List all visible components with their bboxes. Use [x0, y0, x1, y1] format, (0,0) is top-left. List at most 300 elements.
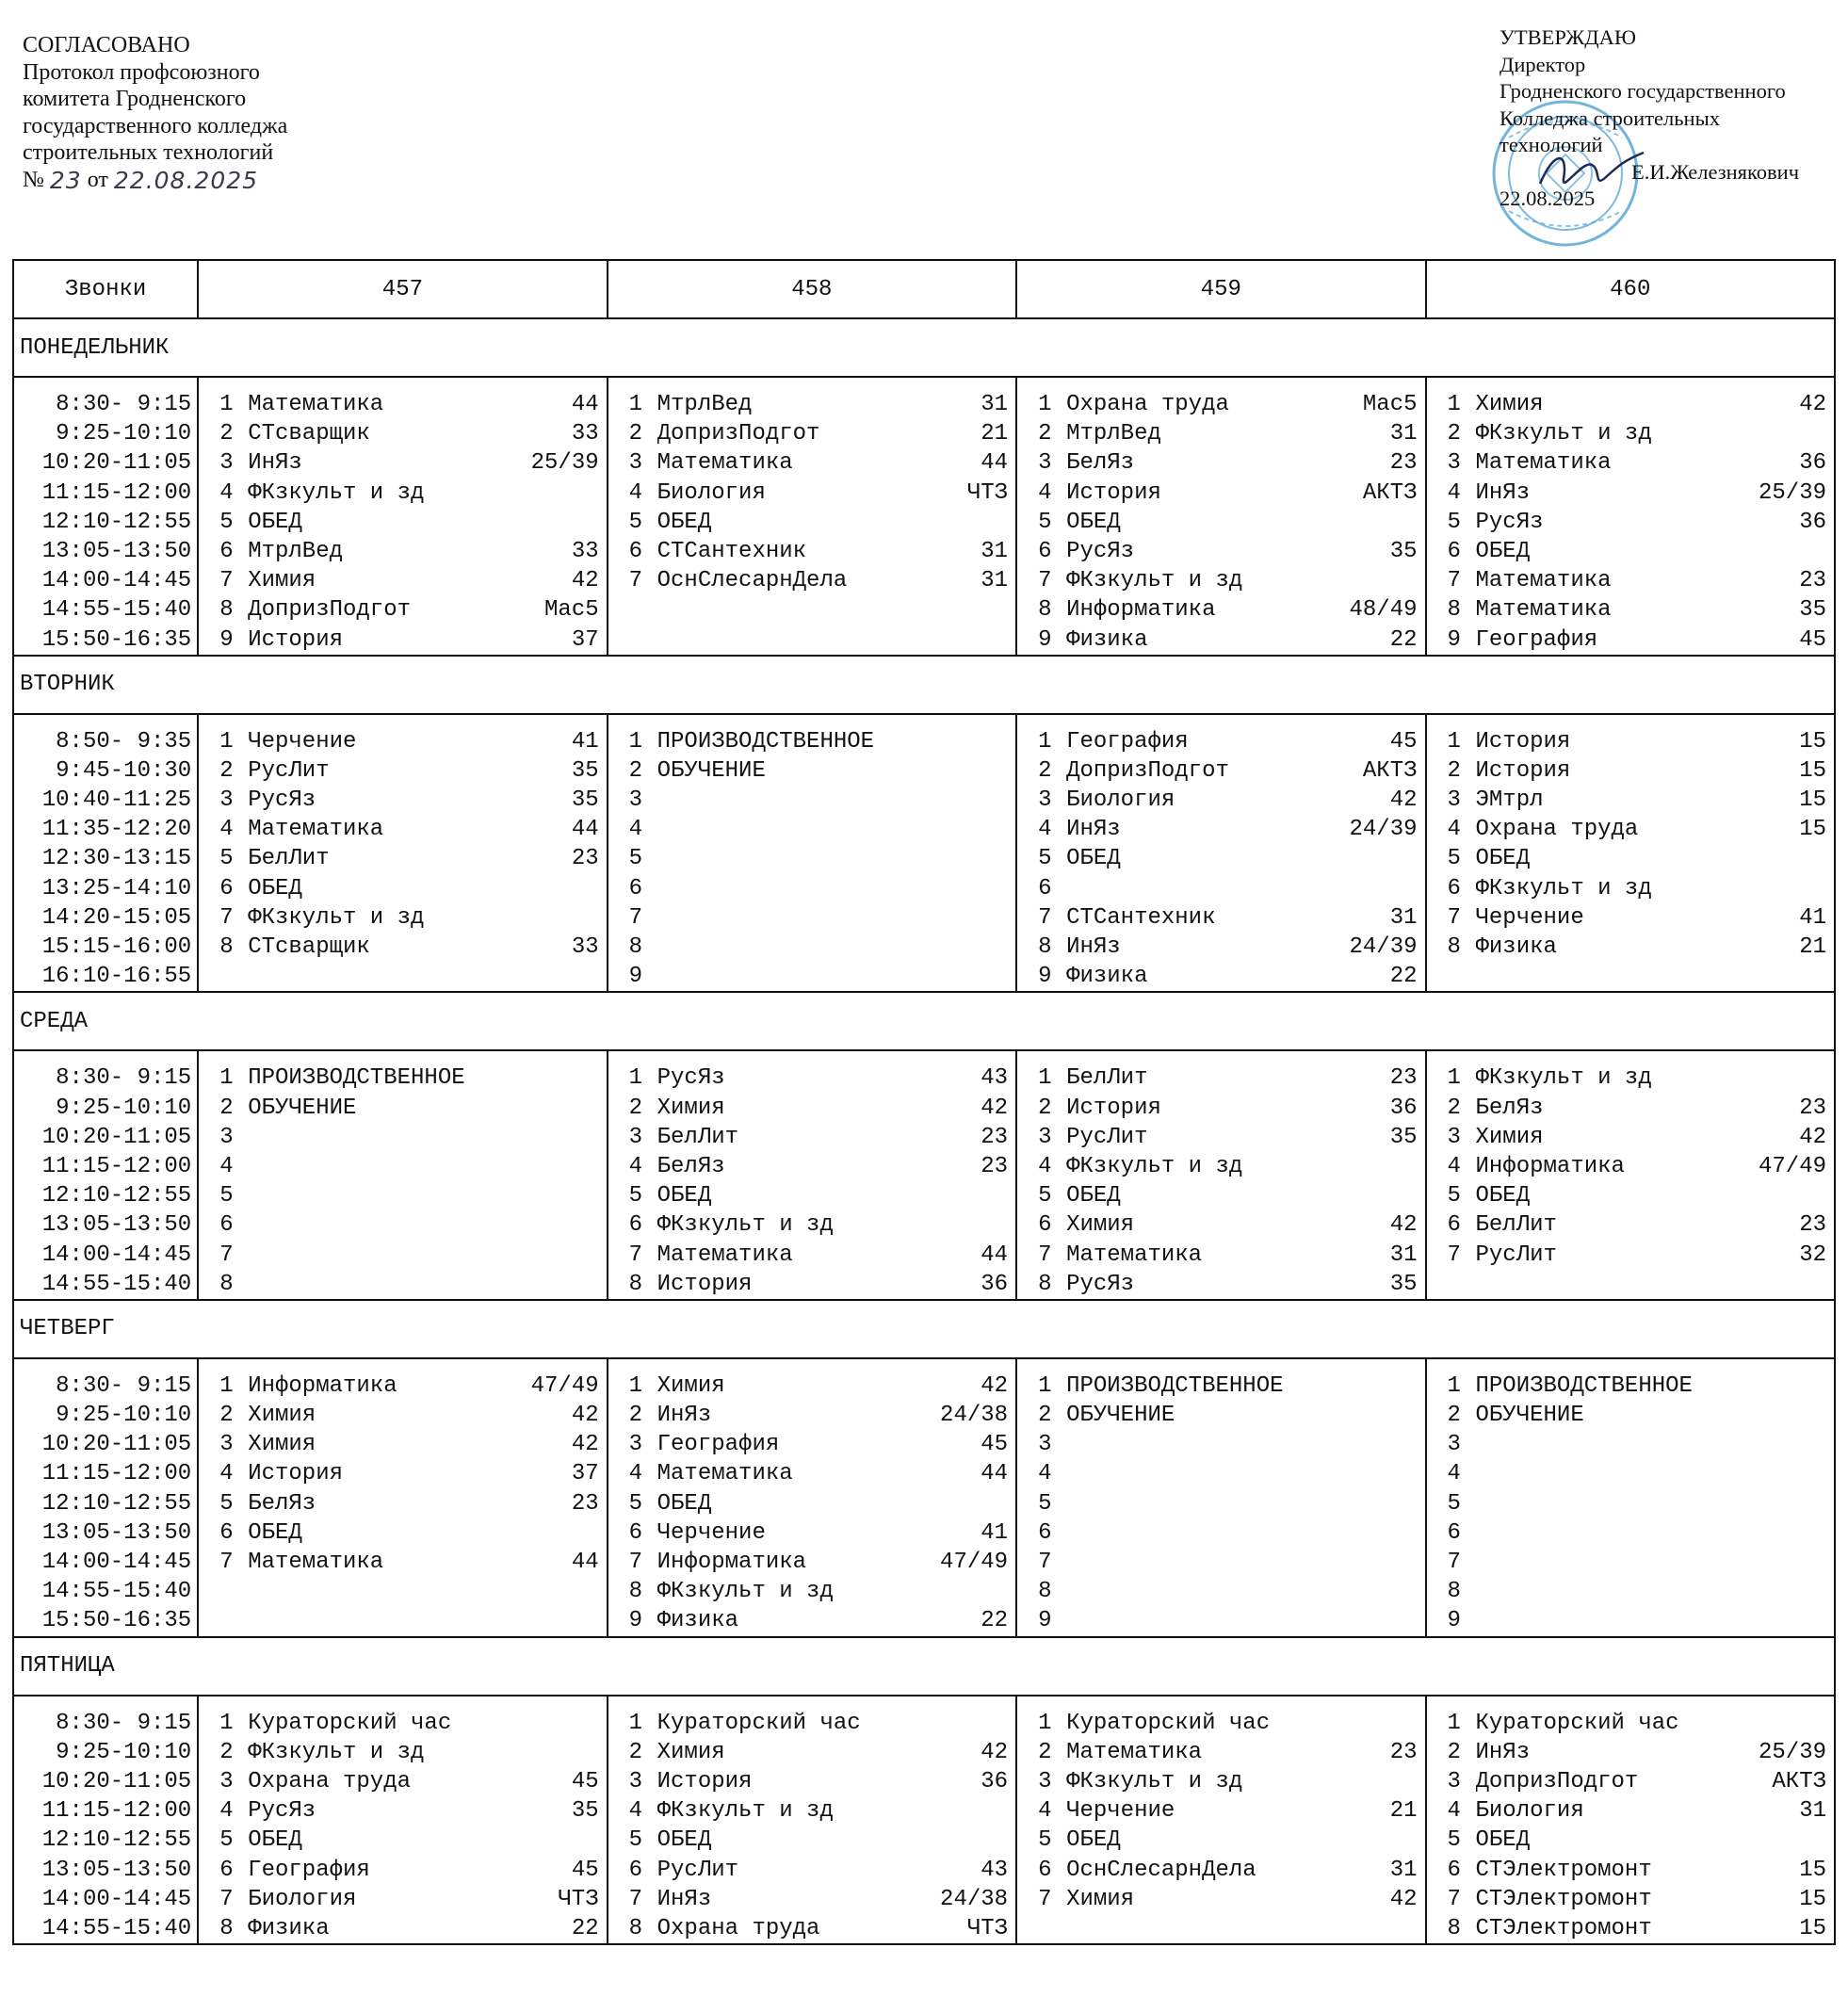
group-lessons-cell: [1016, 377, 1425, 656]
lesson-number: 1: [1447, 1065, 1461, 1092]
lesson-number: 3: [219, 787, 234, 814]
bell-time: 14:00-14:45: [41, 568, 192, 594]
protocol-date: 22.08.2025: [113, 166, 259, 194]
lesson-line: [1427, 479, 1835, 508]
group-lessons-cell: [1426, 1050, 1836, 1300]
lesson-number: 9: [628, 964, 643, 990]
lesson-number: 6: [628, 875, 643, 901]
lesson-line: [199, 1270, 606, 1299]
lesson-room: 15: [1799, 1915, 1826, 1941]
lesson-line: [199, 1063, 606, 1093]
lesson-line: [199, 1796, 606, 1826]
approval-block-left: [23, 32, 418, 194]
lesson-subject: Химия: [1066, 1886, 1135, 1912]
group-lessons-cell: [608, 714, 1016, 993]
group-lessons-cell: [608, 1696, 1016, 1945]
lesson-number: 7: [219, 1550, 234, 1575]
lesson-number: 5: [1038, 1490, 1052, 1517]
lesson-room: 42: [981, 1095, 1009, 1121]
bell-time: 14:00-14:45: [41, 1550, 192, 1575]
lesson-room: 22: [571, 1915, 599, 1941]
approval-right-line: технологий: [1499, 133, 1603, 156]
lesson-subject: ФКзкульт и зд: [657, 1798, 834, 1825]
lesson-line: [1017, 933, 1424, 962]
lesson-subject: Биология: [1066, 787, 1175, 814]
lesson-line: [608, 1241, 1015, 1270]
lesson-line: [608, 1885, 1015, 1914]
lesson-line: [1427, 815, 1835, 844]
lesson-room: 23: [981, 1124, 1009, 1150]
lesson-subject: РусЯз: [248, 787, 316, 814]
lesson-line: [1017, 448, 1424, 478]
lesson-number: 4: [1447, 479, 1461, 506]
lesson-line: [608, 419, 1015, 448]
lesson-number: 6: [1447, 1857, 1461, 1883]
group-lessons-cell: [608, 1050, 1016, 1300]
lesson-line: [1427, 1548, 1835, 1577]
lesson-subject: Математика: [248, 1550, 384, 1575]
lesson-subject: Физика: [1066, 964, 1148, 990]
lesson-line: [1427, 1577, 1835, 1606]
lesson-room: 31: [1389, 904, 1418, 931]
lesson-number: 7: [219, 1886, 234, 1912]
approval-left-title: СОГЛАСОВАНО: [23, 33, 190, 57]
lesson-room: 23: [1799, 1095, 1826, 1121]
lesson-subject: Математика: [657, 1242, 793, 1268]
lesson-number: 2: [219, 1739, 234, 1765]
bell-time: 11:15-12:00: [41, 1461, 192, 1487]
lesson-number: 2: [628, 757, 643, 784]
bell-time: 8:50- 9:35: [41, 728, 192, 755]
lesson-subject: ОБЕД: [1475, 1183, 1531, 1209]
lesson-subject: Информатика: [1475, 1153, 1625, 1179]
bell-time: 15:50-16:35: [41, 1608, 192, 1634]
lesson-room: 45: [981, 1432, 1009, 1458]
lesson-line: [199, 1489, 606, 1518]
lesson-subject: [657, 933, 1008, 962]
lesson-number: 1: [628, 1710, 643, 1736]
lesson-room: 31: [981, 538, 1009, 564]
lesson-line: [199, 537, 606, 566]
lesson-room: 23: [1799, 568, 1826, 594]
lesson-number: 7: [628, 904, 643, 931]
lesson-line: [199, 1401, 606, 1430]
lesson-room: 42: [571, 1403, 599, 1429]
lesson-line: [1017, 1548, 1424, 1577]
lesson-number: 6: [219, 1519, 234, 1546]
lesson-line: [199, 756, 606, 786]
group-lessons-cell: [198, 714, 607, 993]
lesson-subject: [248, 1152, 598, 1181]
lessons-row: [13, 1050, 1835, 1300]
lesson-subject: Информатика: [1066, 597, 1216, 624]
lesson-number: 2: [1038, 1739, 1052, 1765]
lesson-line: [1017, 1885, 1424, 1914]
lesson-line: [199, 903, 606, 933]
lesson-number: 5: [1447, 509, 1461, 535]
lesson-subject: ФКзкульт и зд: [657, 1212, 834, 1239]
lesson-number: 7: [1447, 1242, 1461, 1268]
lesson-number: 2: [628, 1739, 643, 1765]
lesson-room: 44: [571, 1550, 599, 1575]
lesson-room: АКТЗ: [1772, 1768, 1826, 1794]
lesson-subject: ОБЕД: [1475, 846, 1531, 872]
lesson-subject: ПРОИЗВОДСТВЕННОЕ: [248, 1065, 465, 1092]
lesson-subject: РусЛит: [657, 1857, 739, 1883]
lesson-subject: ДопризПодгот: [1066, 757, 1229, 784]
lesson-number: 1: [219, 1372, 234, 1399]
group-lessons-cell: [1016, 1696, 1425, 1945]
lesson-subject: Черчение: [248, 728, 357, 755]
lesson-number: 7: [219, 568, 234, 594]
lesson-subject: Химия: [248, 568, 316, 594]
lesson-subject: СТЭлектромонт: [1475, 1886, 1652, 1912]
lesson-number: 3: [1447, 787, 1461, 814]
lesson-subject: [657, 844, 1008, 873]
lesson-number: 4: [219, 817, 234, 843]
day-name: ВТОРНИК: [13, 656, 1835, 714]
lesson-line: [1427, 1372, 1835, 1401]
lesson-subject: Охрана труда: [1066, 392, 1229, 417]
lesson-line: [1017, 874, 1424, 903]
lessons-row: [13, 1358, 1835, 1637]
lesson-subject: Математика: [1066, 1739, 1203, 1765]
lesson-line: [199, 1738, 606, 1767]
lesson-subject: [657, 903, 1008, 933]
lesson-number: 7: [628, 1550, 643, 1575]
lesson-number: 1: [1038, 1065, 1052, 1092]
lesson-line: [199, 1885, 606, 1914]
approval-right-line: Колледжа строительных: [1499, 106, 1720, 130]
lesson-line: [608, 1430, 1015, 1459]
lesson-number: 8: [219, 934, 234, 960]
lesson-line: [199, 508, 606, 537]
lesson-line: [1017, 727, 1424, 756]
lesson-subject: ФКзкульт и зд: [657, 1579, 834, 1605]
lesson-line: [1017, 1856, 1424, 1885]
lesson-room: 36: [981, 1271, 1009, 1297]
lesson-line: [1017, 1063, 1424, 1093]
lesson-number: 1: [219, 1065, 234, 1092]
lesson-number: 7: [1447, 568, 1461, 594]
lesson-line: [608, 1709, 1015, 1738]
approval-left-line: Протокол профсоюзного: [23, 59, 260, 85]
lesson-number: 6: [1038, 1212, 1052, 1239]
lesson-room: 31: [1389, 1857, 1418, 1883]
lesson-subject: ФКзкульт и зд: [248, 479, 425, 506]
lesson-room: 47/49: [1758, 1153, 1826, 1179]
lesson-number: 7: [1447, 1550, 1461, 1575]
lesson-line: [1017, 1767, 1424, 1796]
lesson-subject: [248, 1123, 598, 1152]
lesson-room: АКТЗ: [1362, 757, 1418, 784]
lesson-number: 6: [628, 1212, 643, 1239]
lesson-subject: ЭМтрл: [1475, 787, 1544, 814]
bell-time: 9:45-10:30: [41, 757, 192, 784]
lesson-room: 35: [571, 1798, 599, 1825]
lesson-number: 7: [1038, 568, 1052, 594]
lesson-number: 8: [1038, 1271, 1052, 1297]
lesson-subject: Физика: [248, 1915, 330, 1941]
lesson-room: 22: [1389, 626, 1418, 653]
lesson-number: 8: [1038, 597, 1052, 624]
lesson-room: Мас5: [1362, 392, 1418, 417]
lesson-number: 6: [219, 1857, 234, 1883]
bell-time: 12:10-12:55: [41, 1183, 192, 1209]
lesson-subject: ОБЕД: [248, 1519, 302, 1546]
lesson-subject: БелЯз: [657, 1153, 725, 1179]
lesson-room: 23: [571, 846, 599, 872]
lesson-number: 3: [1038, 1124, 1052, 1150]
lesson-line: [1017, 1401, 1424, 1430]
lesson-line: [199, 566, 606, 595]
bell-time: 14:55-15:40: [41, 1579, 192, 1605]
lesson-number: 1: [1038, 1372, 1052, 1399]
lesson-line: [1427, 1606, 1835, 1635]
lesson-room: 42: [571, 1432, 599, 1458]
lessons-row: [13, 1696, 1835, 1945]
lesson-subject: ОБУЧЕНИЕ: [1475, 1403, 1584, 1429]
lesson-room: 47/49: [530, 1372, 599, 1399]
lesson-room: ЧТЗ: [966, 479, 1009, 506]
bell-time: 13:25-14:10: [41, 875, 192, 901]
lesson-number: 3: [628, 1432, 643, 1458]
lesson-number: 5: [628, 846, 643, 872]
lesson-room: ЧТЗ: [966, 1915, 1009, 1941]
lesson-room: 24/39: [1349, 934, 1418, 960]
lesson-line: [199, 874, 606, 903]
lesson-subject: БелЯз: [1066, 450, 1135, 477]
lesson-subject: ОБЕД: [1066, 1183, 1121, 1209]
lesson-line: [608, 844, 1015, 873]
lesson-line: [608, 448, 1015, 478]
lesson-number: 3: [1038, 787, 1052, 814]
bell-time: 14:55-15:40: [41, 597, 192, 624]
lesson-line: [608, 537, 1015, 566]
group-lessons-cell: [1426, 1696, 1836, 1945]
lesson-number: 1: [628, 728, 643, 755]
lesson-line: [608, 815, 1015, 844]
lesson-number: 1: [219, 728, 234, 755]
lesson-subject: Кураторский час: [248, 1710, 452, 1736]
lesson-line: [199, 479, 606, 508]
bell-times-cell: [13, 1358, 198, 1637]
lesson-subject: СТСантехник: [1066, 904, 1216, 931]
lesson-line: [608, 1914, 1015, 1943]
approval-left-line: строительных технологий: [23, 140, 274, 165]
lesson-subject: ОБЕД: [657, 1183, 712, 1209]
lesson-line: [608, 1826, 1015, 1855]
lesson-room: 23: [571, 1490, 599, 1517]
lesson-room: 24/39: [1349, 817, 1418, 843]
lesson-line: [199, 1181, 606, 1210]
lesson-room: 42: [1389, 1886, 1418, 1912]
bell-times-cell: [13, 377, 198, 656]
lesson-number: 3: [1447, 1768, 1461, 1794]
bell-time: 14:55-15:40: [41, 1271, 192, 1297]
lesson-subject: РусЯз: [1475, 509, 1544, 535]
lesson-number: 9: [1038, 626, 1052, 653]
lesson-number: 2: [1038, 421, 1052, 447]
lesson-room: 35: [1799, 597, 1826, 624]
lesson-room: 35: [1389, 1271, 1418, 1297]
approval-right-date: 22.08.2025: [1499, 187, 1596, 210]
lesson-number: 1: [1038, 1710, 1052, 1736]
lesson-number: 2: [1038, 1095, 1052, 1121]
lesson-subject: ИнЯз: [657, 1886, 712, 1912]
day-name: ПЯТНИЦА: [13, 1637, 1835, 1696]
lesson-subject: ОБЕД: [1066, 846, 1121, 872]
lesson-number: 8: [1038, 1579, 1052, 1605]
lesson-subject: История: [1475, 757, 1571, 784]
lesson-subject: БелЯз: [248, 1490, 316, 1517]
group-lessons-cell: [198, 1358, 607, 1637]
lesson-subject: [248, 1270, 598, 1299]
group-lessons-cell: [198, 1696, 607, 1945]
lesson-number: 4: [219, 1153, 234, 1179]
lesson-line: [608, 1518, 1015, 1548]
lesson-line: [199, 1123, 606, 1152]
lesson-line: [199, 1914, 606, 1943]
lesson-line: [608, 756, 1015, 786]
lesson-number: 1: [1447, 1372, 1461, 1399]
lesson-subject: ИнЯз: [657, 1403, 712, 1429]
lesson-line: [608, 1372, 1015, 1401]
lesson-line: [1017, 1270, 1424, 1299]
lesson-subject: СТЭлектромонт: [1475, 1857, 1652, 1883]
lesson-line: [1017, 1181, 1424, 1210]
lesson-subject: Математика: [1475, 568, 1612, 594]
lesson-room: 37: [571, 626, 599, 653]
lesson-room: 15: [1799, 728, 1826, 755]
lesson-line: [608, 1489, 1015, 1518]
lesson-room: 41: [1799, 904, 1826, 931]
lesson-line: [1017, 756, 1424, 786]
approval-right-line: Директор: [1499, 52, 1586, 76]
lesson-number: 5: [219, 1827, 234, 1854]
lesson-number: 1: [628, 392, 643, 417]
lesson-number: 3: [1447, 450, 1461, 477]
bell-time: 8:30- 9:15: [41, 1372, 192, 1399]
lesson-subject: РусЯз: [1066, 1271, 1135, 1297]
date-prefix: от: [87, 167, 108, 192]
lesson-line: [1017, 1123, 1424, 1152]
bell-time: 8:30- 9:15: [41, 1710, 192, 1736]
number-prefix: №: [23, 167, 44, 192]
lesson-number: 2: [1038, 1403, 1052, 1429]
approval-right-line: Гродненского государственного: [1499, 79, 1786, 103]
lesson-number: 3: [628, 450, 643, 477]
lesson-number: 8: [219, 1271, 234, 1297]
lesson-subject: ДопризПодгот: [1475, 1768, 1639, 1794]
bell-time: 13:05-13:50: [41, 538, 192, 564]
lesson-line: [199, 815, 606, 844]
lesson-subject: Математика: [1066, 1242, 1203, 1268]
lesson-line: [1427, 1094, 1835, 1123]
lesson-room: 15: [1799, 787, 1826, 814]
lesson-subject: [657, 815, 1008, 844]
header-group: 460: [1426, 260, 1836, 318]
lesson-line: [1427, 933, 1835, 962]
lesson-subject: ПРОИЗВОДСТВЕННОЕ: [1475, 1372, 1693, 1399]
lesson-room: 24/38: [940, 1403, 1009, 1429]
lesson-room: 33: [571, 934, 599, 960]
lesson-line: [1017, 595, 1424, 625]
lesson-number: 4: [1447, 1461, 1461, 1487]
lesson-line: [608, 933, 1015, 962]
lesson-room: 42: [1799, 392, 1826, 417]
lesson-number: 6: [628, 538, 643, 564]
lesson-subject: ФКзкульт и зд: [1475, 1065, 1652, 1092]
lesson-number: 3: [628, 1768, 643, 1794]
bell-time: 12:30-13:15: [41, 846, 192, 872]
lesson-subject: ОБУЧЕНИЕ: [248, 1095, 357, 1121]
lesson-subject: ПРОИЗВОДСТВЕННОЕ: [657, 728, 875, 755]
lesson-line: [1017, 419, 1424, 448]
lesson-subject: [657, 786, 1008, 815]
lesson-line: [608, 566, 1015, 595]
lesson-room: 33: [571, 538, 599, 564]
lesson-room: 35: [1389, 1124, 1418, 1150]
lesson-room: 15: [1799, 1886, 1826, 1912]
lesson-subject: РусЯз: [248, 1798, 316, 1825]
lesson-line: [199, 1241, 606, 1270]
lesson-line: [608, 1270, 1015, 1299]
lesson-line: [1017, 625, 1424, 655]
bell-time: 12:10-12:55: [41, 1827, 192, 1854]
lesson-subject: Биология: [657, 479, 766, 506]
lesson-line: [1427, 419, 1835, 448]
lesson-line: [1017, 1796, 1424, 1826]
lesson-subject: ПРОИЗВОДСТВЕННОЕ: [1066, 1372, 1284, 1399]
lesson-number: 6: [628, 1857, 643, 1883]
lesson-subject: [1066, 1489, 1417, 1518]
group-lessons-cell: [1016, 1050, 1425, 1300]
lesson-subject: ОБЕД: [1066, 509, 1121, 535]
protocol-number: 23: [49, 166, 82, 194]
lesson-number: 2: [1447, 757, 1461, 784]
lesson-room: ЧТЗ: [558, 1886, 599, 1912]
lesson-line: [608, 786, 1015, 815]
day-row: [13, 992, 1835, 1050]
lesson-line: [1427, 1796, 1835, 1826]
lesson-line: [608, 1767, 1015, 1796]
lesson-room: 33: [571, 421, 599, 447]
lesson-number: 7: [628, 568, 643, 594]
lesson-room: АКТЗ: [1362, 479, 1418, 506]
lesson-number: 5: [1447, 1490, 1461, 1517]
lesson-number: 9: [1038, 1608, 1052, 1634]
lesson-subject: Химия: [1475, 1124, 1544, 1150]
lesson-line: [608, 508, 1015, 537]
lesson-number: 3: [1038, 450, 1052, 477]
lesson-number: 5: [219, 509, 234, 535]
lesson-room: 36: [1799, 450, 1826, 477]
header-group: 458: [608, 260, 1016, 318]
lesson-number: 7: [628, 1242, 643, 1268]
lesson-line: [1427, 1181, 1835, 1210]
lesson-line: [1427, 1430, 1835, 1459]
group-lessons-cell: [1426, 377, 1836, 656]
lesson-line: [1427, 508, 1835, 537]
lesson-line: [608, 903, 1015, 933]
lesson-number: 7: [1447, 904, 1461, 931]
lesson-subject: История: [1475, 728, 1571, 755]
lesson-subject: ОБЕД: [657, 1827, 712, 1854]
lesson-line: [199, 1767, 606, 1796]
lesson-room: 42: [1389, 1212, 1418, 1239]
lesson-room: 44: [981, 450, 1009, 477]
